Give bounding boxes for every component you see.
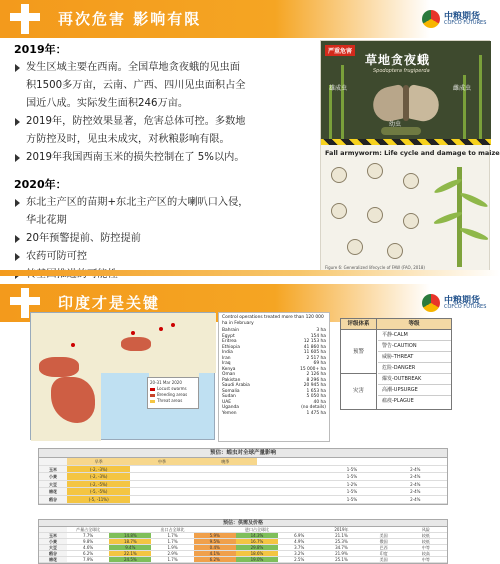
cofco-mark-icon: [422, 294, 440, 312]
supply-cell: [278, 527, 320, 532]
supply-cell: 2.9%: [167, 551, 178, 556]
supply-cell: 7.7%: [83, 533, 94, 538]
treated-area: 12 153 ha: [303, 339, 326, 344]
yield-cell: (-5, -5%): [67, 488, 130, 495]
lifecycle-diagram: [327, 163, 427, 263]
supply-cell: 25.1%: [335, 557, 348, 562]
crop-name: 棉花: [39, 488, 67, 495]
alert-table-header: [341, 319, 451, 330]
yield-cell: [257, 473, 320, 480]
treated-area: 1 653 ha: [306, 388, 326, 394]
control-table-rows: [222, 328, 326, 416]
supply-cell: 9.8%: [83, 539, 94, 544]
supply-cell: [363, 527, 405, 532]
alert-level: 瘟疫-PLAGUE: [382, 398, 414, 404]
yield-cell: 1-5%: [346, 474, 358, 480]
country-name: Pakistan: [222, 377, 241, 383]
bullet-continuation: 方防控及时，见虫未成灾，对秋粮影响有限。: [26, 134, 230, 145]
map-legend: [147, 377, 199, 409]
supply-cell: 16.7%: [236, 539, 278, 544]
yield-table-row: [39, 496, 447, 504]
yield-table-title: 预估：蝗虫对全球产量影响: [39, 449, 447, 458]
country-name: Uganda: [222, 405, 239, 410]
treated-area: 5 050 ha: [306, 394, 326, 399]
supply-cell: 24.5%: [109, 557, 151, 562]
crop-name: 稻谷: [39, 551, 67, 556]
poster-photo: [321, 41, 491, 145]
egg-icon: [331, 167, 347, 183]
supply-cell: 4.6%: [83, 545, 94, 550]
supply-table-row: [39, 557, 447, 563]
crop-name: 玉米: [39, 533, 67, 538]
swarm-marker: [159, 327, 163, 331]
supply-cell: 5.9%: [194, 533, 236, 538]
country-name: India: [222, 350, 233, 355]
alert-col-system: 评级体系: [341, 319, 377, 329]
country-name: Iraq: [222, 361, 231, 366]
supply-cell: 4.1%: [194, 551, 236, 556]
yield-cell: 2-4%: [410, 496, 421, 502]
yield-cell: (-2, -5%): [67, 481, 130, 488]
supply-cell: 21.9%: [335, 551, 348, 556]
crop-name: 大豆: [39, 481, 67, 488]
yield-table-rows: [39, 458, 447, 504]
supply-cell: 7.9%: [83, 557, 94, 562]
supply-cell: 俄国: [379, 539, 388, 544]
supply-cell: 29.8%: [236, 545, 278, 550]
yield-cell: 1-5%: [346, 489, 358, 495]
crop-name: [39, 527, 67, 532]
supply-cell: 6.9%: [294, 533, 305, 538]
larva-stage-icon: [403, 213, 419, 229]
supply-cell: 34.7%: [335, 545, 348, 550]
supply-cell: 较低: [421, 533, 430, 538]
yield-cell: [194, 466, 257, 473]
country-name: Eritrea: [222, 339, 237, 344]
alert-level: 威胁-THREAT: [378, 352, 451, 363]
alert-level: 警告-CAUTION: [378, 341, 451, 352]
year-heading-2020: 2020年：: [14, 178, 67, 191]
supply-cell: 3.7%: [294, 545, 305, 550]
supply-cell: [194, 527, 236, 532]
slide-title: 再次危害 影响有限: [58, 10, 202, 28]
yield-cell: [384, 458, 447, 465]
alert-col-level: 等级: [408, 321, 420, 327]
treated-area: 3 ha: [316, 328, 326, 333]
supply-cell: 21.1%: [335, 533, 348, 538]
alert-group-warning: 预警: [341, 330, 377, 374]
country-name: Oman: [222, 372, 236, 377]
supply-cell: 美国: [379, 557, 388, 562]
logo-text-cn: 中粮期货: [444, 296, 481, 306]
control-table-header: Control operations treated more than 120 000 ha in February: [222, 315, 324, 326]
larva-stage-icon: [403, 173, 419, 189]
cross-logo-icon: [10, 4, 40, 34]
yield-cell: [194, 496, 257, 503]
yield-cell: 1-5%: [346, 496, 358, 502]
yield-cell: 2-4%: [410, 489, 421, 495]
country-name: Ethiopia: [222, 344, 240, 350]
supply-table-rows: [39, 527, 447, 563]
larva-stage-icon: [367, 163, 383, 179]
supply-cell: [109, 527, 151, 532]
corn-plant-icon: [433, 159, 487, 267]
legend-swarms: Locust swarms: [157, 386, 187, 391]
supply-cell: 进口占全球比: [244, 527, 269, 532]
larva-stage-icon: [347, 239, 363, 255]
corn-stalk-icon: [329, 85, 332, 145]
country-name: Iran: [222, 355, 231, 361]
infestation-area: [39, 357, 79, 377]
crop-name: 棉花: [39, 557, 67, 562]
crop-name: [39, 458, 67, 465]
poster-caption: Figure 6: Generalized lifecycle of FAW (FAO, 2018): [325, 265, 425, 270]
yield-cell: [130, 488, 193, 495]
bullet-item: 发生区域主要在西南。全国草地贪夜蛾的见虫面: [14, 59, 314, 77]
supply-cell: 印度: [379, 551, 388, 556]
country-name: Saudi Arabia: [222, 383, 250, 388]
treated-area: 8 296 ha: [306, 377, 326, 383]
infestation-area: [121, 337, 151, 351]
supply-cell: 中等: [421, 557, 430, 562]
country-name: Bahrain: [222, 328, 239, 333]
supply-cell: 6.2%: [83, 551, 94, 556]
yield-cell: (-5, -11%): [67, 496, 130, 503]
yield-cell: (-2, -3%): [67, 473, 130, 480]
supply-cell: 1.7%: [167, 539, 178, 544]
alert-level: 高潮-UPSURGE: [378, 385, 451, 396]
label-larva: 幼虫: [389, 121, 402, 128]
slide-india-is-key: [0, 284, 500, 562]
yield-impact-table: [38, 448, 448, 505]
logo-text-en: COFCO FUTURES: [444, 20, 487, 26]
larva-stage-icon: [387, 243, 403, 259]
legend-threat: Threat areas: [157, 398, 183, 403]
alert-level: 爆发-OUTBREAK: [378, 374, 451, 385]
supply-cell: 1.7%: [167, 533, 178, 538]
supply-cell: 18.6%: [236, 551, 278, 556]
treated-area: 41 860 ha: [303, 344, 326, 350]
supply-cell: 25.3%: [335, 539, 348, 544]
poster-title: 草地贪夜蛾: [365, 53, 431, 67]
supply-cell: 较低: [421, 539, 430, 544]
legend-breeding: Breeding areas: [157, 392, 188, 397]
map-date: 20-31 Mar 2020: [150, 380, 182, 385]
caution-strip: [321, 139, 491, 145]
yield-cell: 2-4%: [410, 466, 421, 472]
yield-cell: [194, 488, 257, 495]
country-name: Sudan: [222, 394, 236, 399]
treated-area: 1 475 ha: [306, 410, 326, 416]
poster-tag: 严重危害: [325, 45, 355, 56]
supply-cell: 较高: [421, 551, 430, 556]
yield-cell: [194, 481, 257, 488]
cofco-logo: [422, 9, 494, 31]
crop-name: 大豆: [39, 545, 67, 550]
supply-cell: 6.2%: [194, 557, 236, 562]
yield-cell: 1-5%: [346, 466, 358, 472]
supply-cell: 出口占全球比: [160, 527, 185, 532]
treated-area: 40 ha: [313, 399, 326, 405]
larva-icon: [381, 127, 421, 135]
supply-cell: 1.9%: [167, 545, 178, 550]
supply-cell: 3.2%: [294, 551, 305, 556]
bullet-continuation: 华北花期: [26, 215, 67, 226]
yield-cell: 1-2%: [346, 481, 358, 487]
supply-cell: 风险: [421, 527, 430, 532]
bullet-item: 20年预警提前、防控提前: [14, 230, 314, 248]
yield-table-row: [39, 473, 447, 481]
yield-cell: [130, 466, 193, 473]
yield-cell: (-2, -3%): [67, 466, 130, 473]
supply-cell: 18.7%: [109, 539, 151, 544]
supply-demand-table: [38, 519, 448, 564]
supply-cell: 4.9%: [294, 539, 305, 544]
text-content: [14, 40, 314, 284]
supply-cell: 9.4%: [109, 545, 151, 550]
yield-cell: [257, 481, 320, 488]
alert-level: 危险-DANGER: [378, 363, 451, 374]
alert-table-body: [341, 330, 451, 409]
control-table-row: [222, 411, 326, 417]
yield-cell: 2-4%: [410, 481, 421, 487]
country-name: Yemen: [222, 410, 237, 416]
locust-situation-map: [30, 312, 215, 440]
logo-text-en: COFCO FUTURES: [444, 304, 487, 310]
yield-cell: 2-4%: [410, 474, 421, 480]
yield-cell: [194, 473, 257, 480]
crop-name: 小麦: [39, 539, 67, 544]
control-operations-table: [218, 312, 330, 442]
yield-cell: [257, 466, 320, 473]
slide-impact-limited: [0, 0, 500, 276]
treated-area: 154 ha: [310, 333, 326, 339]
yield-cell: [257, 496, 320, 503]
fall-armyworm-poster: [320, 40, 500, 272]
treated-area: (no details): [301, 405, 326, 410]
swarm-marker: [131, 331, 135, 335]
yield-cell: [130, 473, 193, 480]
yield-cell: [257, 488, 320, 495]
supply-cell: 14.3%: [236, 533, 278, 538]
logo-text-cn: 中粮期货: [444, 12, 481, 22]
swarm-marker: [71, 343, 75, 347]
bullet-continuation: 国近八成。实际发生面积246万亩。: [26, 98, 189, 109]
treated-area: 11 605 ha: [303, 350, 326, 355]
supply-cell: 1.7%: [167, 557, 178, 562]
crop-name: 玉米: [39, 466, 67, 473]
bullet-item: 东北主产区的苗期+东北主产区的大喇叭口入侵，: [14, 194, 314, 212]
treated-area: 2 126 ha: [306, 372, 326, 377]
yield-table-row: [39, 466, 447, 474]
alert-group-disaster: 灾害: [341, 374, 377, 409]
yield-cell: 晚季: [194, 458, 257, 465]
supply-cell: 2019年: [334, 527, 349, 532]
bullet-item: 农药可防可控: [14, 248, 314, 266]
country-name: Somalia: [222, 388, 240, 394]
yield-table-row: [39, 481, 447, 489]
poster-subtitle: Spodoptera frugiperda: [373, 68, 430, 74]
yield-table-row: [39, 458, 447, 466]
swarm-marker: [171, 323, 175, 327]
crop-name: 稻谷: [39, 496, 67, 503]
adult-moth-icon: [367, 207, 383, 223]
corn-stalk-icon: [341, 65, 344, 145]
corn-stalk-icon: [479, 55, 482, 145]
supply-cell: 美国: [379, 533, 388, 538]
treated-area: 15 000+ ha: [300, 366, 326, 372]
supply-table-title: 预估：供需及价格: [39, 520, 447, 527]
label-male: 雄成虫: [329, 85, 348, 92]
treated-area: 20 945 ha: [303, 383, 326, 388]
supply-cell: 巴西: [379, 545, 388, 550]
supply-cell: 中等: [421, 545, 430, 550]
yield-cell: [320, 458, 383, 465]
alert-level: 平静-CALM: [378, 330, 451, 341]
yield-cell: [130, 496, 193, 503]
year-heading-2019: 2019年：: [14, 43, 67, 56]
bullet-continuation: 积1500多万亩，云南、广西、四川见虫面积占全: [26, 80, 246, 91]
yield-cell: [257, 458, 320, 465]
supply-cell: 14.8%: [109, 533, 151, 538]
poster-heading: Fall armyworm: Life cycle and damage to maize: [325, 149, 500, 157]
country-name: Egypt: [222, 333, 235, 339]
pupa-icon: [331, 203, 347, 219]
cofco-mark-icon: [422, 10, 440, 28]
label-female: 雌成虫: [453, 85, 472, 92]
yield-table-row: [39, 488, 447, 496]
supply-cell: 19.0%: [236, 557, 278, 562]
country-name: Kenya: [222, 366, 236, 372]
supply-cell: 9.5%: [194, 539, 236, 544]
treated-area: 69 ha: [313, 361, 326, 366]
yield-cell: 早季: [67, 458, 130, 465]
bullet-item: 2019年我国西南玉米的损失控制在了 5%以内。: [14, 149, 314, 167]
bullet-item: 2019年，防控效果显著，危害总体可控。多数地: [14, 113, 314, 131]
supply-cell: 0.4%: [194, 545, 236, 550]
yield-cell: 中季: [130, 458, 193, 465]
supply-cell: 2.5%: [294, 557, 305, 562]
crop-name: 小麦: [39, 473, 67, 480]
supply-cell: 产量占全球比: [76, 527, 101, 532]
footer-bar: [0, 270, 500, 276]
yield-cell: [130, 481, 193, 488]
treated-area: 2 517 ha: [306, 355, 326, 361]
supply-cell: 22.1%: [109, 551, 151, 556]
cofco-logo: [422, 293, 494, 315]
country-name: UAE: [222, 399, 231, 405]
alert-level-table: [340, 318, 452, 410]
slide-title: 印度才是关键: [58, 294, 161, 312]
moth-icon: [373, 81, 439, 125]
